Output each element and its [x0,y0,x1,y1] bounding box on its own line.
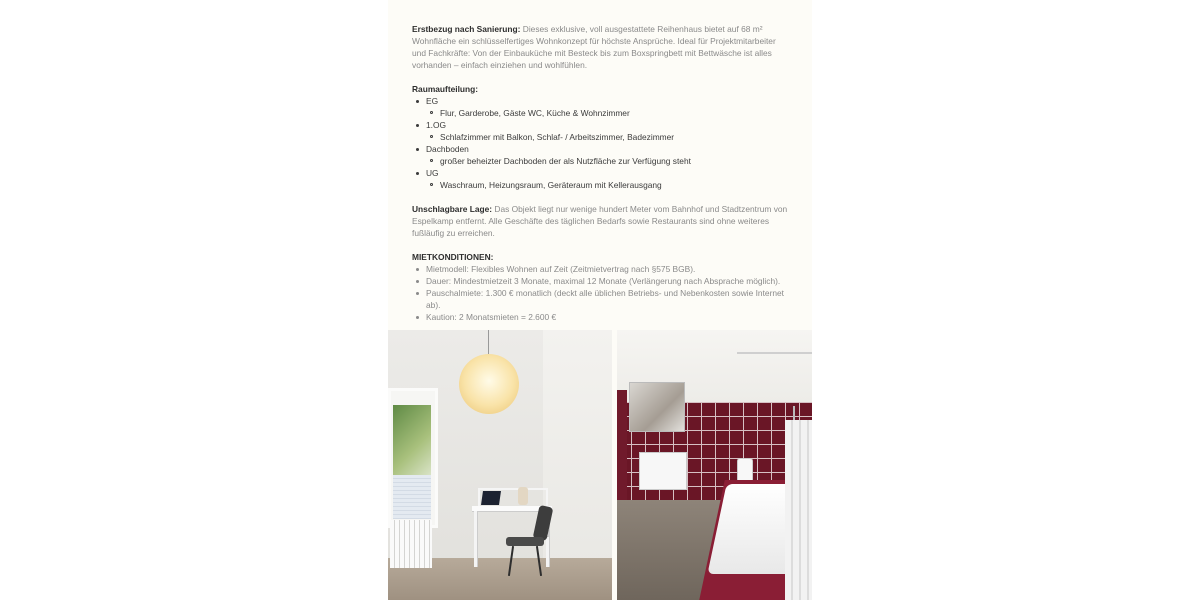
floor-name: EG [426,96,439,106]
sink-icon [639,452,687,490]
floor-name: 1.OG [426,120,447,130]
location-heading: Unschlagbare Lage: [412,204,493,214]
listing-description [412,23,792,323]
location-text: Das Objekt liegt nur wenige hundert Meter vom Bahnhof und Stadtzentrum von Espelkamp entfernt. Alle Geschäfte des täglichen Bedarfs sowie Restaurants sind ohne weiteres fußläufig zu erreichen. [412,204,788,238]
photo-wall-side [543,330,612,570]
bathroom-photo[interactable] [617,330,812,600]
floor-detail: großer beheizter Dachboden der als Nutzfläche zur Verfügung steht [426,155,792,167]
conditions-list [412,263,792,323]
floor-detail: Schlafzimmer mit Balkon, Schlaf- / Arbeitszimmer, Badezimmer [426,131,792,143]
paper-lamp-icon [459,354,519,414]
floor-item-eg [412,95,792,119]
intro-text: Dieses exklusive, voll ausgestattete Reihenhaus bietet auf 68 m² Wohnfläche ein schlüsselfertiges Wohnkonzept für höchste Ansprüche. Ideal für Projektmitarbeiter und Fachkräfte: Von der Einbauküche mit Besteck bis zum Boxspringbett mit Bettwäsche ist alles vorhanden – einfach einziehen und wohlfühlen. [412,24,776,70]
intro-paragraph [412,23,792,71]
floor-item-dachboden [412,143,792,167]
shower-curtain-icon [785,420,812,600]
floor-detail: Waschraum, Heizungsraum, Geräteraum mit Kellerausgang [426,179,792,191]
rooms-heading: Raumaufteilung: [412,84,479,94]
floor-name: Dachboden [426,144,469,154]
conditions-heading: MIETKONDITIONEN: [412,252,494,262]
condition-item: Pauschalmiete: 1.300 € monatlich (deckt alle üblichen Betriebs- und Nebenkosten sowie Internet ab). [412,287,792,311]
bedroom-photo[interactable] [388,330,612,600]
intro-heading: Erstbezug nach Sanierung: [412,24,521,34]
condition-item: Kaution: 2 Monatsmieten = 2.600 € [412,311,792,323]
vase-icon [518,487,528,505]
window-icon [388,388,438,528]
floor-detail: Flur, Garderobe, Gäste WC, Küche & Wohnzimmer [426,107,792,119]
mirror-icon [629,382,685,432]
condition-item: Mietmodell: Flexibles Wohnen auf Zeit (Zeitmietvertrag nach §575 BGB). [412,263,792,275]
laptop-icon [481,491,501,505]
location-paragraph [412,203,792,239]
condition-item: Dauer: Mindestmietzeit 3 Monate, maximal 12 Monate (Verlängerung nach Absprache möglich). [412,275,792,287]
towel-shelf-icon [737,344,812,354]
lamp-cord [488,330,489,354]
floor-item-1og [412,119,792,143]
floor-list [412,95,792,191]
radiator-icon [390,520,432,568]
listing-page [388,0,812,600]
floor-name: UG [426,168,439,178]
floor-item-ug [412,167,792,191]
